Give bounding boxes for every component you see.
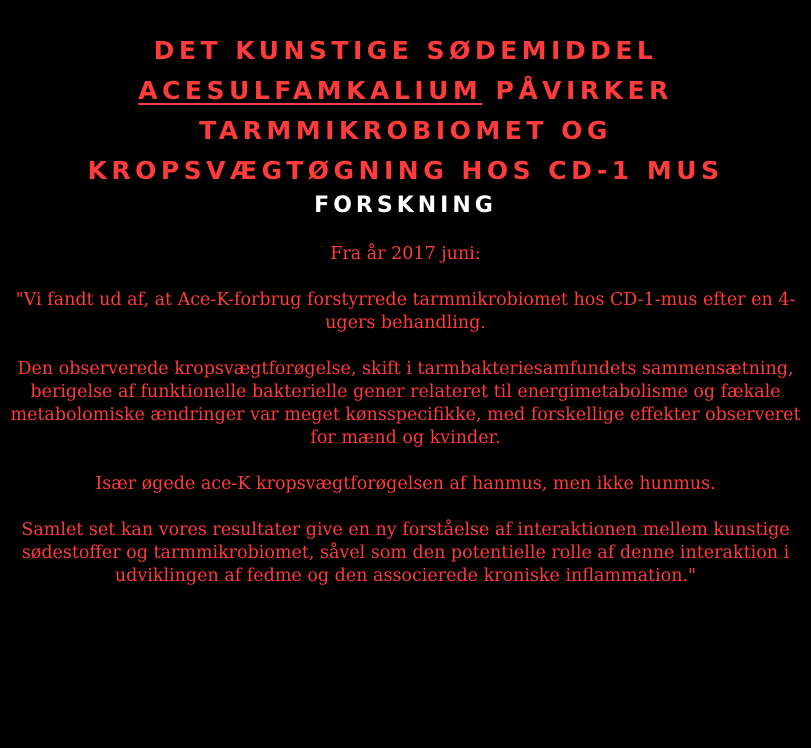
title-line-2-rest: PÅVIRKER <box>482 76 673 105</box>
acesulfamkalium-link[interactable]: ACESULFAMKALIUM <box>138 76 483 105</box>
quote-paragraph-4: Samlet set kan vores resultater give en ny forståelse af interaktionen mellem kunstige sødestoffer og tarmmikrobiomet, såvel som den potentielle rolle af denne interaktion i udviklingen af fedme og den associerede kroniske inflammation." <box>21 520 790 586</box>
title-line-3: TARMMIKROBIOMET OG <box>199 116 612 145</box>
title-line-2 <box>0 71 811 111</box>
category-label: FORSKNING <box>314 193 497 218</box>
quote-paragraph-1: "Vi fandt ud af, at Ace-K-forbrug forstyrrede tarmmikrobiomet hos CD-1-mus efter en 4-ugers behandling. <box>15 290 796 333</box>
quote-paragraph-3: Især øgede ace-K kropsvægtforøgelsen af hanmus, men ikke hunmus. <box>95 474 716 494</box>
title-line-4: KROPSVÆGTØGNING HOS CD-1 MUS <box>87 156 724 185</box>
date-paragraph: Fra år 2017 juni: <box>330 244 481 264</box>
article-body <box>0 243 811 588</box>
article-title <box>0 0 811 191</box>
title-line-1: DET KUNSTIGE SØDEMIDDEL <box>153 36 658 65</box>
quote-paragraph-2: Den observerede kropsvægtforøgelse, skift i tarmbakteriesamfundets sammensætning, berigelse af funktionelle bakterielle gener relateret til energimetabolisme og fækale metabolomiske ændringer var meget kønsspecifikke, med forskellige effekter observeret for mænd og kvinder. <box>10 359 801 448</box>
